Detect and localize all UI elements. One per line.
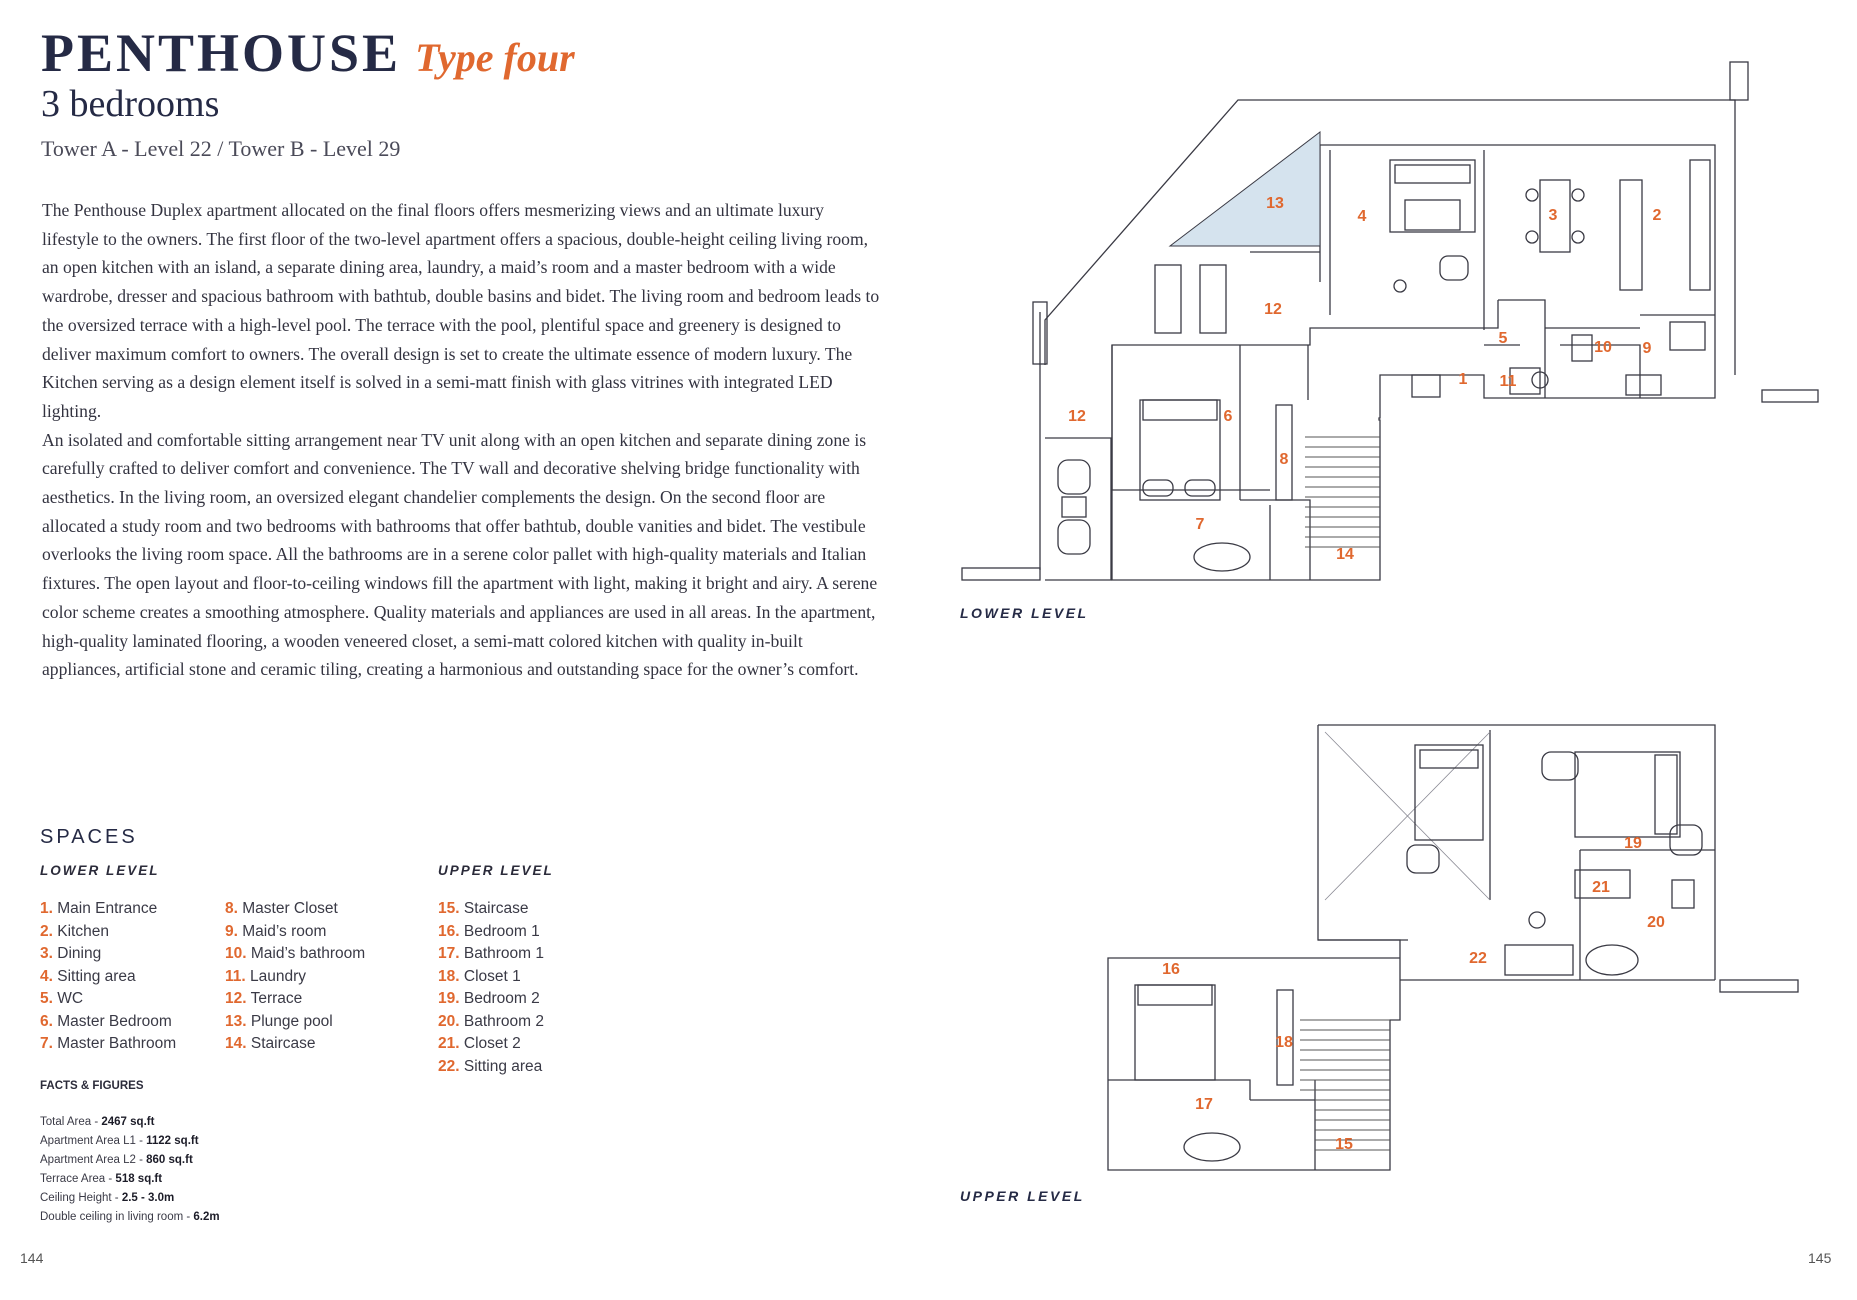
room-number: 12	[1068, 408, 1086, 425]
room-number: 22	[1469, 950, 1487, 967]
room-number: 21	[1592, 879, 1610, 896]
room-number: 3	[1548, 207, 1558, 224]
list-item: 10. Maid’s bathroom	[225, 945, 366, 962]
list-item: 17. Bathroom 1	[438, 945, 545, 962]
list-item: 1. Main Entrance	[40, 900, 158, 917]
room-number: 5	[1498, 330, 1508, 347]
list-item: 13. Plunge pool	[225, 1012, 333, 1030]
room-number: 11	[1499, 373, 1517, 390]
bedrooms-subtitle: 3 bedrooms	[41, 83, 220, 125]
upper-level-floor-plan	[1100, 715, 1830, 1185]
type-label: Type four	[415, 35, 575, 80]
room-number: 4	[1357, 208, 1367, 225]
room-number: 9	[1642, 340, 1652, 357]
fact-item: Terrace Area - 518 sq.ft	[40, 1173, 163, 1185]
room-number: 20	[1647, 914, 1665, 931]
list-item: 18. Closet 1	[438, 967, 521, 985]
lower-level-heading: LOWER LEVEL	[40, 863, 160, 878]
page-number-left: 144	[20, 1250, 44, 1266]
lower-level-floor-plan	[950, 55, 1830, 605]
location-label: Tower A - Level 22 / Tower B - Level 29	[41, 136, 401, 161]
facts-heading: FACTS & FIGURES	[40, 1080, 144, 1092]
room-number: 10	[1594, 339, 1612, 356]
room-number: 14	[1336, 546, 1354, 563]
list-item: 9. Maid’s room	[225, 922, 327, 940]
room-number: 8	[1279, 451, 1289, 468]
list-item: 6. Master Bedroom	[40, 1012, 172, 1030]
fact-item: Apartment Area L2 - 860 sq.ft	[40, 1154, 193, 1166]
list-item: 8. Master Closet	[225, 900, 338, 917]
room-number: 7	[1195, 516, 1205, 533]
room-number: 18	[1275, 1034, 1293, 1051]
list-item: 19. Bedroom 2	[438, 990, 540, 1007]
upper-level-heading: UPPER LEVEL	[438, 863, 554, 878]
room-number: 15	[1335, 1136, 1353, 1153]
room-number: 17	[1195, 1096, 1213, 1113]
list-item: 14. Staircase	[225, 1035, 316, 1052]
page-title: PENTHOUSE	[41, 23, 402, 83]
room-number: 1	[1458, 371, 1468, 388]
title-row	[41, 22, 575, 84]
list-item: 7. Master Bathroom	[40, 1035, 177, 1052]
fact-item: Apartment Area L1 - 1122 sq.ft	[40, 1135, 199, 1147]
list-item: 12. Terrace	[225, 990, 303, 1007]
upper-level-caption: UPPER LEVEL	[960, 1188, 1085, 1204]
list-item: 2. Kitchen	[40, 922, 109, 940]
fact-item: Ceiling Height - 2.5 - 3.0m	[40, 1192, 175, 1204]
list-item: 15. Staircase	[438, 900, 529, 917]
list-item: 11. Laundry	[225, 967, 307, 985]
room-number: 12	[1264, 301, 1282, 318]
list-item: 21. Closet 2	[438, 1035, 521, 1052]
list-item: 5. WC	[40, 990, 84, 1007]
upper-spaces-list	[438, 898, 544, 1078]
lower-spaces-list-2	[225, 898, 365, 1056]
fact-item: Total Area - 2467 sq.ft	[40, 1116, 155, 1128]
room-number: 2	[1652, 207, 1662, 224]
spaces-heading: SPACES	[40, 826, 138, 848]
facts-list	[40, 1113, 220, 1227]
list-item: 4. Sitting area	[40, 967, 136, 985]
list-item: 3. Dining	[40, 945, 102, 962]
plunge-pool	[1170, 132, 1320, 246]
lower-level-caption: LOWER LEVEL	[960, 605, 1089, 621]
list-item: 20. Bathroom 2	[438, 1012, 545, 1030]
fact-item: Double ceiling in living room - 6.2m	[40, 1211, 220, 1223]
description-paragraph: The Penthouse Duplex apartment allocated on the final floors offers mesmerizing views and an ultimate luxury lifestyle to the owners. The first floor of the two-level apartment offers a spacious, double-height ceiling living room, an open kitchen with an island, a separate dining area, laundry, a maid’s room and a master bedroom with a wide wardrobe, dresser and spacious bathroom with bathtub, double basins and bidet. The living room and bedroom leads to the oversized terrace with a high-level pool. The terrace with the pool, plentiful space and greenery is designed to deliver maximum comfort to owners. The overall design is set to create the ultimate essence of modern luxury. The Kitchen serving as a design element itself is solved in a semi-matt finish with glass vitrines with integrated LED lighting. An isolated and comfortable sitting arrangement near TV unit along with an open kitchen and separate dining zone is carefully crafted to deliver comfort and convenience. The TV wall and decorative shelving bridge functionality with aesthetics. In the living room, an oversized elegant chandelier complements the design. On the second floor are allocated a study room and two bedrooms with bathrooms that offer bathtub, double vanities and bidet. The vestibule overlooks the living room space. All the bathrooms are in a serene color pallet with high-quality materials and Italian fixtures. The open layout and floor-to-ceiling windows fill the apartment with light, making it bright and airy. A serene color scheme creates a smoothing atmosphere. Quality materials and appliances are used in all areas. In the apartment, high-quality laminated flooring, a wooden veneered closet, a semi-matt colored kitchen with quality in-built appliances, artificial stone and ceramic tiling, creating a harmonious and outstanding space for the owner’s comfort.	[42, 200, 880, 680]
room-number: 16	[1162, 961, 1180, 978]
room-number: 6	[1223, 408, 1233, 425]
list-item: 22. Sitting area	[438, 1057, 543, 1075]
list-item: 16. Bedroom 1	[438, 922, 540, 940]
lower-spaces-list-1	[40, 898, 176, 1056]
page-number-right: 145	[1808, 1250, 1832, 1266]
room-number: 13	[1266, 195, 1284, 212]
room-number: 19	[1624, 835, 1642, 852]
